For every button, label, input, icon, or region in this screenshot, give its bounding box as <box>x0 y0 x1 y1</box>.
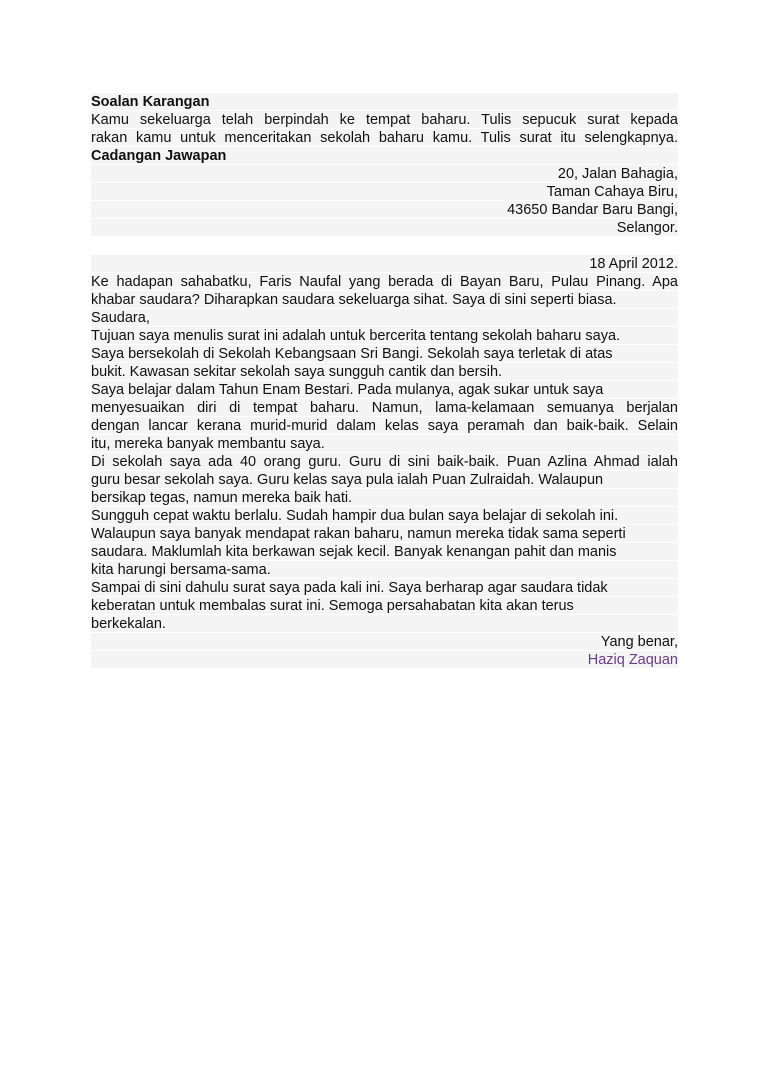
body-line: saudara. Maklumlah kita berkawan sejak kecil. Banyak kenangan pahit dan manis <box>91 543 678 561</box>
closing-line: Yang benar, <box>91 633 678 651</box>
address-line: Selangor. <box>91 219 678 237</box>
body-line: Di sekolah saya ada 40 orang guru. Guru di sini baik-baik. Puan Azlina Ahmad ialah <box>91 454 678 470</box>
question-line: Kamu sekeluarga telah berpindah ke tempat baharu. Tulis sepucuk surat kepada <box>91 112 678 128</box>
body-line: Walaupun saya banyak mendapat rakan baharu, namun mereka tidak sama seperti <box>91 525 678 543</box>
body-line: Sungguh cepat waktu berlalu. Sudah hampir dua bulan saya belajar di sekolah ini. <box>91 507 678 525</box>
address-line: 20, Jalan Bahagia, <box>91 165 678 183</box>
body-line: Saya bersekolah di Sekolah Kebangsaan Sri Bangi. Sekolah saya terletak di atas <box>91 345 678 363</box>
body-line: dengan lancar kerana murid-murid dalam kelas saya peramah dan baik-baik. Selain <box>91 418 678 434</box>
question-heading: Soalan Karangan <box>91 93 678 111</box>
document-page <box>91 93 678 669</box>
address-line: Taman Cahaya Biru, <box>91 183 678 201</box>
body-line: keberatan untuk membalas surat ini. Semoga persahabatan kita akan terus <box>91 597 678 615</box>
blank-line <box>91 237 678 255</box>
body-line: bersikap tegas, namun mereka baik hati. <box>91 489 678 507</box>
body-line: khabar saudara? Diharapkan saudara sekeluarga sihat. Saya di sini seperti biasa. <box>91 291 678 309</box>
body-line: guru besar sekolah saya. Guru kelas saya pula ialah Puan Zulraidah. Walaupun <box>91 471 678 489</box>
body-line: Saya belajar dalam Tahun Enam Bestari. Pada mulanya, agak sukar untuk saya <box>91 381 678 399</box>
body-line: Ke hadapan sahabatku, Faris Naufal yang berada di Bayan Baru, Pulau Pinang. Apa <box>91 274 678 290</box>
answer-heading: Cadangan Jawapan <box>91 147 678 165</box>
body-line: Tujuan saya menulis surat ini adalah untuk bercerita tentang sekolah baharu saya. <box>91 327 678 345</box>
body-line: menyesuaikan diri di tempat baharu. Namun, lama-kelamaan semuanya berjalan <box>91 400 678 416</box>
body-line: Saudara, <box>91 309 678 327</box>
question-line: rakan kamu untuk menceritakan sekolah baharu kamu. Tulis surat itu selengkapnya. <box>91 130 678 146</box>
body-line: kita harungi bersama-sama. <box>91 561 678 579</box>
body-line: Sampai di sini dahulu surat saya pada kali ini. Saya berharap agar saudara tidak <box>91 579 678 597</box>
body-line: berkekalan. <box>91 615 678 633</box>
signature: Haziq Zaquan <box>91 651 678 669</box>
letter-date: 18 April 2012. <box>91 255 678 273</box>
address-line: 43650 Bandar Baru Bangi, <box>91 201 678 219</box>
body-line: itu, mereka banyak membantu saya. <box>91 435 678 453</box>
body-line: bukit. Kawasan sekitar sekolah saya sungguh cantik dan bersih. <box>91 363 678 381</box>
